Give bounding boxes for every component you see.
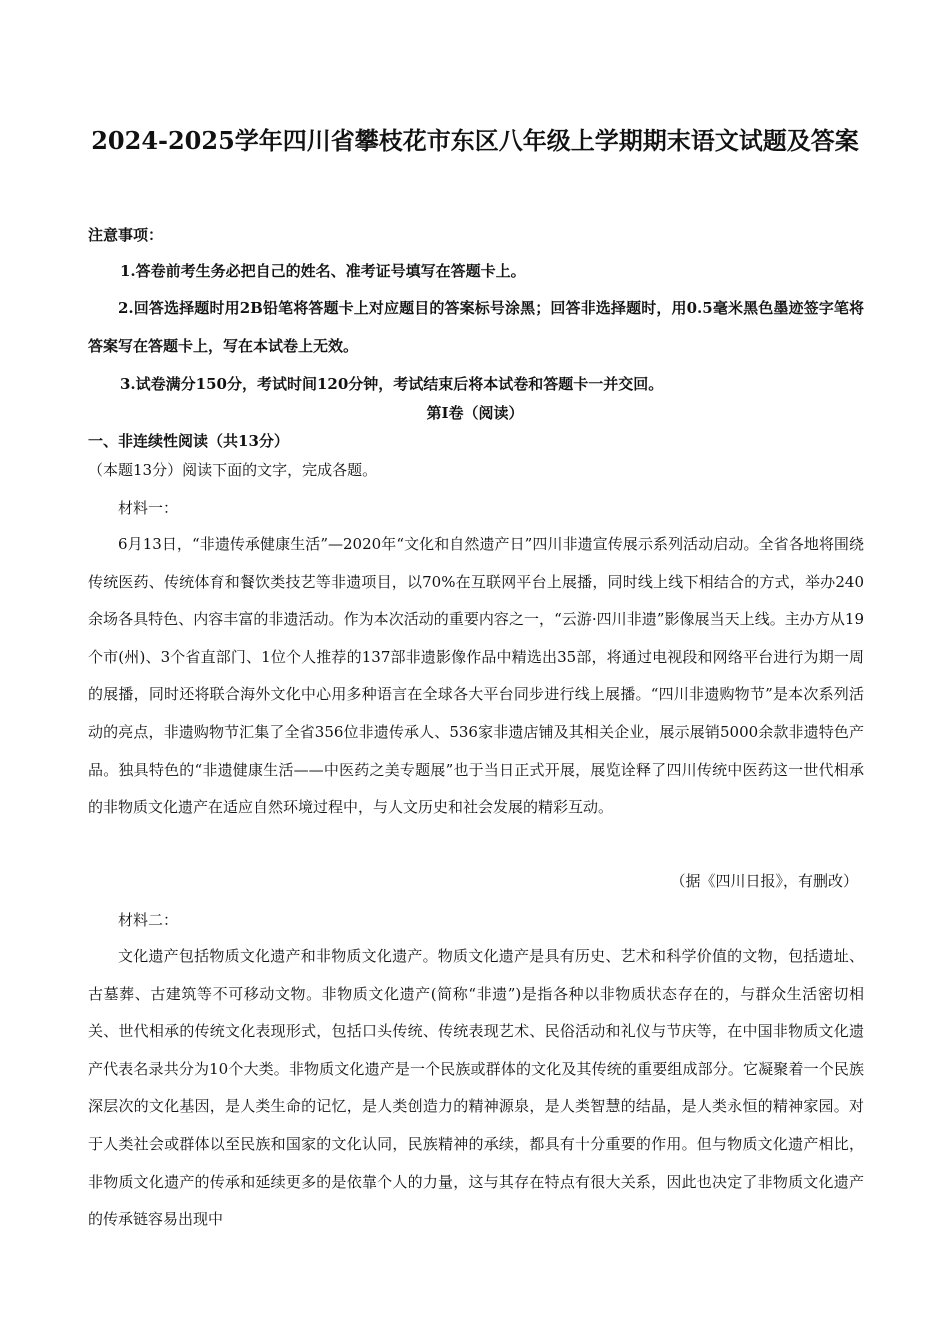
material-paragraph: 6月13日，“非遗传承健康生活”—2020年“文化和自然遗产日”四川非遗宣传展示系列活动启动。全省各地将围绕传统医药、传统体育和餐饮类技艺等非遗项目，以70%在互联网平台上展播，同时线上线下相结合的方式，举办240余场各具特色、内容丰富的非遗活动。作为本次活动的重要内容之一，“云游·四川非遗”影像展当天上线。主办方从19个市(州)、3个省直部门、1位个人推荐的137部非遗影像作品中精选出35部，将通过电视段和网络平台进行为期一周的展播，同时还将联合海外文化中心用多种语言在全球各大平台同步进行线上展播。“四川非遗购物节”是本次系列活动的亮点，非遗购物节汇集了全省356位非遗传承人、536家非遗店铺及其相关企业，展示展销5000余款非遗特色产品。独具特色的“非遗健康生活——中医药之美专题展”也于当日正式开展，展览诠释了四川传统中医药这一世代相承的非物质文化遗产在适应自然环境过程中，与人文历史和社会发展的精彩互动。 — [88, 535, 864, 817]
notice-item: 2.回答选择题时用2B铅笔将答题卡上对应题目的答案标号涂黑；回答非选择题时，用0.5毫米黑色墨迹签字笔将答案写在答题卡上，写在本试卷上无效。 — [88, 299, 864, 355]
notice-heading: 注意事项： — [88, 226, 164, 244]
notice-item: 1.答卷前考生务必把自己的姓名、准考证号填写在答题卡上。 — [120, 262, 526, 280]
material-paragraph: 文化遗产包括物质文化遗产和非物质文化遗产。物质文化遗产是具有历史、艺术和科学价值的文物，包括遗址、古墓葬、古建筑等不可移动文物。非物质文化遗产(简称“非遗”)是指各种以非物质状态存在的，与群众生活密切相关、世代相承的传统文化表现形式，包括口头传统、传统表现艺术、民俗活动和礼仪与节庆等，在中国非物质文化遗产代表名录共分为10个大类。非物质文化遗产是一个民族或群体的文化及其传统的重要组成部分。它凝聚着一个民族深层次的文化基因，是人类生命的记忆，是人类创造力的精神源泉，是人类智慧的结晶，是人类永恒的精神家园。对于人类社会或群体以至民族和国家的文化认同，民族精神的承续，都具有十分重要的作用。但与物质文化遗产相比，非物质文化遗产的传承和延续更多的是依靠个人的力量，这与其存在特点有很大关系，因此也决定了非物质文化遗产的传承链容易出现中 — [88, 947, 864, 1229]
section-heading: 一、非连续性阅读（共13分） — [88, 432, 289, 450]
source-note: （据《四川日报》，有删改） — [670, 872, 858, 890]
material-label: 材料一： — [118, 499, 179, 517]
document-title: 2024-2025学年四川省攀枝花市东区八年级上学期期末语文试题及答案 — [91, 126, 859, 155]
material-label: 材料二： — [118, 911, 179, 929]
question-instruction: （本题13分）阅读下面的文字，完成各题。 — [88, 461, 378, 479]
volume-heading: 第Ⅰ卷（阅读） — [426, 404, 524, 422]
notice-item: 3.试卷满分150分，考试时间120分钟，考试结束后将本试卷和答题卡一并交回。 — [120, 375, 664, 393]
